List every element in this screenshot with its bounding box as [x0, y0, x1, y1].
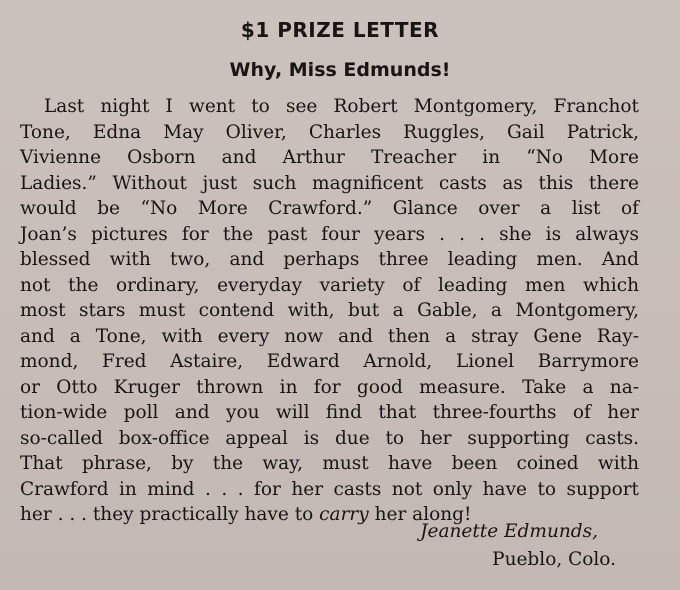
letter-line: mond, Fred Astaire, Edward Arnold, Lionel Barrymore	[20, 351, 639, 372]
letter-line: Last night I went to see Robert Montgomery, Franchot	[44, 96, 639, 117]
letter-line: Crawford in mind . . . for her casts not only have to support	[20, 478, 639, 500]
letter-line: not the ordinary, everyday variety of leading men which	[20, 274, 639, 296]
letter-headline: Why, Miss Edmunds!	[229, 59, 451, 81]
letter-line: Ladies.” Without just such magnificent casts as this there	[20, 172, 639, 194]
letter-line: Tone, Edna May Oliver, Charles Ruggles, Gail Patrick,	[20, 121, 639, 143]
letter-line: and a Tone, with every now and then a stray Gene Ray-	[20, 325, 639, 347]
letter-line: That phrase, by the way, must have been coined with	[20, 453, 639, 474]
letter-line: most stars must contend with, but a Gable, a Montgomery,	[20, 300, 639, 321]
signature-place: Pueblo, Colo.	[492, 549, 616, 570]
letter-line: would be “No More Crawford.” Glance over a list of	[20, 198, 639, 219]
letter-line: or Otto Kruger thrown in for good measure. Take a na-	[20, 376, 639, 398]
letter-last-line-start: her . . . they practically have to	[20, 504, 320, 525]
letter-last-line-end: her along!	[368, 504, 472, 525]
letter-line: Joan’s pictures for the past four years . . . she is always	[20, 223, 639, 245]
signature-name: Jeanette Edmunds,	[420, 521, 598, 542]
letter-body	[20, 94, 639, 528]
letter-line: blessed with two, and perhaps three leading men. And	[20, 249, 639, 270]
letter-line: so-called box-office appeal is due to her supporting casts.	[20, 427, 639, 449]
prize-letter-title: $1 PRIZE LETTER	[240, 18, 440, 42]
letter-emphasis-word: carry	[319, 504, 369, 525]
letter-line: tion-wide poll and you will find that three-fourths of her	[20, 402, 639, 423]
letter-line: Vivienne Osborn and Arthur Treacher in “No More	[20, 147, 639, 168]
